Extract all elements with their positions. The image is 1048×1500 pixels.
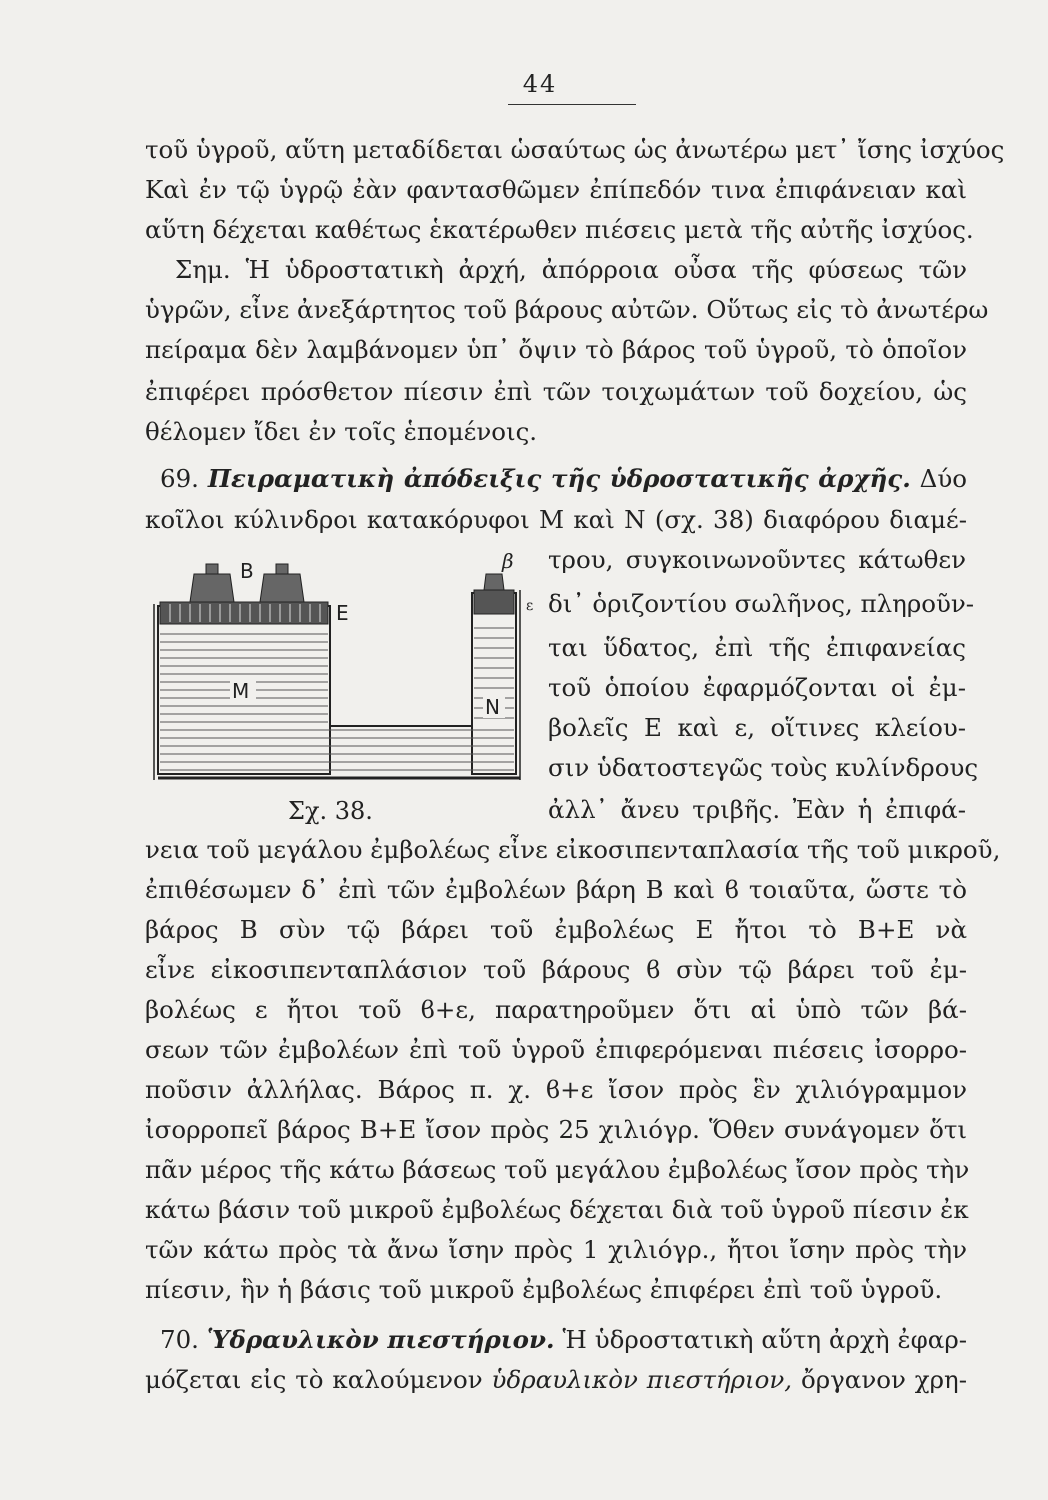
- text-line: ὑγρῶν, εἶνε ἀνεξάρτητος τοῦ βάρους αὐτῶν. Οὕτως εἰς τὸ ἀνωτέρω: [145, 295, 989, 324]
- text-line: εἶνε εἰκοσιπενταπλάσιον τοῦ βάρους ϐ σὺν τῷ βάρει τοῦ ἐμ-: [145, 955, 967, 984]
- section-number: 69.: [160, 464, 199, 493]
- text-line: βολέως ε ἤτοι τοῦ ϐ+ε, παρατηροῦμεν ὅτι αἱ ὑπὸ τῶν βά-: [145, 995, 967, 1024]
- section-69-heading-line: [160, 460, 967, 498]
- text-line: κοῖλοι κύλινδροι κατακόρυφοι Μ καὶ Ν (σχ. 38) διαφόρου διαμέ-: [145, 505, 967, 534]
- text-line: νεια τοῦ μεγάλου ἐμβολέως εἶνε εἰκοσιπενταπλασία τῆς τοῦ μικροῦ,: [145, 835, 1001, 864]
- text-line: πείραμα δὲν λαμβάνομεν ὑπ᾽ ὄψιν τὸ βάρος τοῦ ὑγροῦ, τὸ ὁποῖον: [145, 335, 967, 364]
- text-line: πᾶν μέρος τῆς κάτω βάσεως τοῦ μεγάλου ἐμβολέως ἴσον πρὸς τὴν: [145, 1155, 970, 1184]
- wrap-line: τρου, συγκοινωνοῦντες κάτωθεν: [548, 545, 966, 574]
- text-segment: ὄργανον χρη-: [800, 1365, 967, 1394]
- wrap-line: ται ὕδατος, ἐπὶ τῆς ἐπιφανείας: [548, 633, 966, 662]
- wrap-line: σιν ὑδατοστεγῶς τοὺς κυλίνδρους: [548, 753, 979, 782]
- page-number: 44: [522, 70, 558, 98]
- label-N: N: [485, 695, 500, 719]
- text-line: πίεσιν, ἣν ἡ βάσις τοῦ μικροῦ ἐμβολέως ἐπιφέρει ἐπὶ τοῦ ὑγροῦ.: [145, 1275, 943, 1304]
- section-text: Δύο: [919, 464, 967, 493]
- text-line: τοῦ ὑγροῦ, αὕτη μεταδίδεται ὡσαύτως ὡς ἀνωτέρω μετ᾽ ἴσης ἰσχύος: [145, 135, 1005, 164]
- text-line: αὕτη δέχεται καθέτως ἑκατέρωθεν πιέσεις μετὰ τῆς αὐτῆς ἰσχύος.: [145, 215, 974, 244]
- section-title: Ὑδραυλικὸν πιεστήριον.: [206, 1325, 555, 1354]
- label-B: B: [240, 559, 254, 583]
- text-line: τῶν κάτω πρὸς τὰ ἄνω ἴσην πρὸς 1 χιλιόγρ., ἤτοι ἴσην πρὸς τὴν: [145, 1235, 967, 1264]
- wrap-line: τοῦ ὁποίου ἐφαρμόζονται οἱ ἐμ-: [548, 673, 966, 702]
- label-b: β: [502, 549, 514, 573]
- text-line: θέλομεν ἴδει ἐν τοῖς ἑπομένοις.: [145, 417, 538, 446]
- wrap-line: δι᾽ ὁριζοντίου σωλῆνος, πληροῦν-: [548, 589, 975, 618]
- note-line: Σημ. Ἡ ὑδροστατικὴ ἀρχή, ἀπόρροια οὖσα τῆς φύσεως τῶν: [175, 255, 967, 284]
- text-line: Καὶ ἐν τῷ ὑγρῷ ἐὰν φαντασθῶμεν ἐπίπεδόν τινα ἐπιφάνειαν καὶ: [145, 175, 967, 204]
- section-title: Πειραματικὴ ἀπόδειξις τῆς ὑδροστατικῆς ἀρχῆς.: [207, 464, 911, 493]
- header-rule: [508, 104, 636, 105]
- label-E: E: [336, 601, 349, 625]
- text-line: ἐπιθέσωμεν δ᾽ ἐπὶ τῶν ἐμβολέων βάρη Β καὶ ϐ τοιαῦτα, ὥστε τὸ: [145, 875, 967, 904]
- figure-caption: Σχ. 38.: [288, 797, 373, 825]
- text-line: [145, 1361, 967, 1399]
- text-line: ἰσορροπεῖ βάρος Β+Ε ἴσον πρὸς 25 χιλιόγρ. Ὅθεν συνάγομεν ὅτι: [145, 1115, 967, 1144]
- section-text: Ἡ ὑδροστατικὴ αὕτη ἀρχὴ ἐφαρ-: [562, 1325, 967, 1354]
- text-line: ἐπιφέρει πρόσθετον πίεσιν ἐπὶ τῶν τοιχωμάτων τοῦ δοχείου, ὡς: [145, 377, 967, 406]
- text-segment: μόζεται εἰς τὸ καλούμενον: [145, 1365, 483, 1394]
- label-e: ε: [526, 598, 534, 614]
- wrap-line: ἀλλ᾽ ἄνευ τριβῆς. Ἐὰν ἡ ἐπιφά-: [548, 795, 966, 824]
- italic-term: ὑδραυλικὸν πιεστήριον,: [491, 1365, 793, 1394]
- label-M: M: [232, 679, 250, 703]
- text-line: ποῦσιν ἀλλήλας. Βάρος π. χ. ϐ+ε ἴσον πρὸς ἓν χιλιόγραμμον: [145, 1075, 967, 1104]
- figure-38-communicating-cylinders: [150, 548, 534, 788]
- text-line: βάρος Β σὺν τῷ βάρει τοῦ ἐμβολέως Ε ἤτοι τὸ Β+Ε νὰ: [145, 915, 967, 944]
- text-line: κάτω βάσιν τοῦ μικροῦ ἐμβολέως δέχεται διὰ τοῦ ὑγροῦ πίεσιν ἐκ: [145, 1195, 969, 1224]
- section-70-heading-line: [160, 1321, 967, 1359]
- section-number: 70.: [160, 1325, 199, 1354]
- text-line: σεων τῶν ἐμβολέων ἐπὶ τοῦ ὑγροῦ ἐπιφερόμεναι πιέσεις ἰσορρο-: [145, 1035, 967, 1064]
- wrap-line: βολεῖς Ε καὶ ε, οἵτινες κλείου-: [548, 713, 966, 742]
